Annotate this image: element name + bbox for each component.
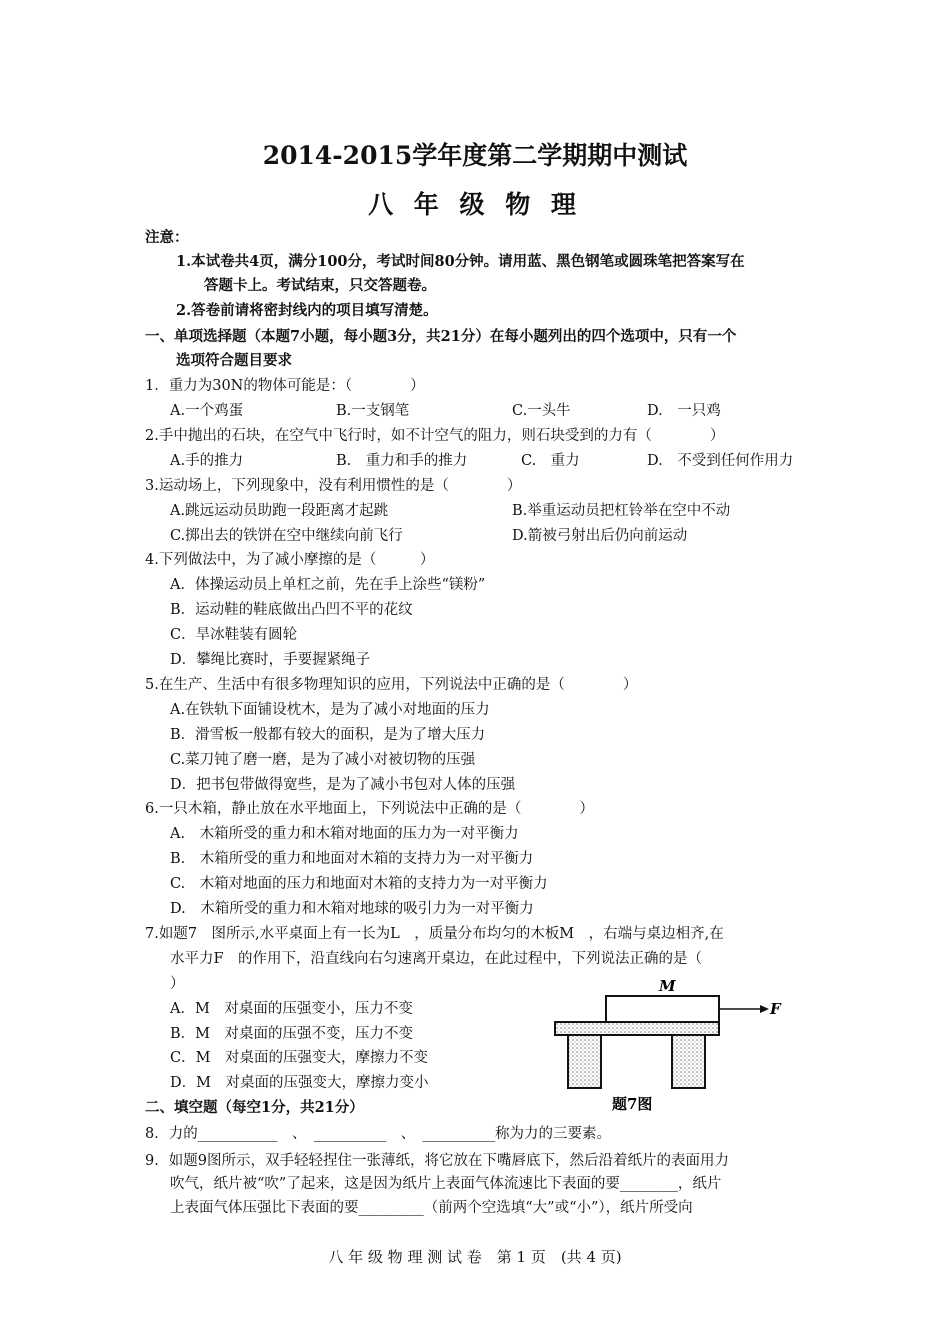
question-5-option-d: D．把书包带做得宽些，是为了减小书包对人体的压强 <box>170 777 516 793</box>
force-arrow-head <box>760 1005 769 1013</box>
question-6-option-d: D. 木箱所受的重力和木箱对地球的吸引力为一对平衡力 <box>170 901 534 917</box>
question-1-option-c: C.一头牛 <box>512 403 571 419</box>
exam-subject: 八 年 级 物 理 <box>368 190 582 219</box>
question-7-figure <box>548 975 798 1120</box>
question-7-option-d: D．M 对桌面的压强变大，摩擦力变小 <box>170 1075 429 1091</box>
section-1-heading: 一、单项选择题（本题7小题，每小题3分，共21分）在每小题列出的四个选项中，只有一个 <box>145 328 737 345</box>
section-1-heading-cont: 选项符合题目要求 <box>176 352 292 369</box>
question-1-option-d: D. 一只鸡 <box>647 403 721 419</box>
question-1-option-a: A.一个鸡蛋 <box>170 403 244 419</box>
board-m <box>606 996 719 1022</box>
page-footer: 八 年 级 物 理 测 试 卷 第 1 页 (共 4 页) <box>328 1248 622 1266</box>
question-4-option-a: A．体操运动员上单杠之前，先在手上涂些“镁粉” <box>170 577 486 593</box>
question-9-line-1: 9．如题9图所示，双手轻轻捏住一张薄纸，将它放在下嘴唇底下，然后沿着纸片的表面用力 <box>145 1153 729 1169</box>
question-6-option-b: B. 木箱所受的重力和地面对木箱的支持力为一对平衡力 <box>170 851 534 867</box>
question-8-text: 8．力的___________ 、 __________ 、 __________称为力的三要素。 <box>145 1126 611 1142</box>
question-6-option-a: A. 木箱所受的重力和木箱对地面的压力为一对平衡力 <box>170 826 519 842</box>
question-3-option-d: D.箭被弓射出后仍向前运动 <box>512 528 688 544</box>
question-5-stem: 5.在生产、生活中有很多物理知识的应用，下列说法中正确的是（ ） <box>145 677 638 693</box>
notice-item-2: 2.答卷前请将密封线内的项目填写清楚。 <box>176 302 438 319</box>
question-7-option-a: A．M 对桌面的压强变小，压力不变 <box>170 1001 413 1017</box>
figure-label-f: F <box>770 1000 781 1018</box>
question-1-stem: 1．重力为30N的物体可能是：（ ） <box>145 378 425 394</box>
table-leg-left <box>568 1035 601 1088</box>
question-2-option-b: B. 重力和手的推力 <box>336 453 468 469</box>
question-9-line-2: 吹气，纸片被“吹”了起来，这是因为纸片上表面气体流速比下表面的要________，纸片 <box>170 1176 722 1192</box>
question-2-option-d: D. 不受到任何作用力 <box>647 453 794 469</box>
question-3-option-b: B.举重运动员把杠铃举在空中不动 <box>512 503 731 519</box>
question-6-stem: 6.一只木箱，静止放在水平地面上，下列说法中正确的是（ ） <box>145 801 594 817</box>
table-leg-right <box>672 1035 705 1088</box>
figure-caption: 题7图 <box>612 1095 653 1113</box>
question-2-stem: 2.手中抛出的石块，在空气中飞行时，如不计空气的阻力，则石块受到的力有（ ） <box>145 428 725 444</box>
question-4-option-c: C．旱冰鞋装有圆轮 <box>170 627 298 643</box>
question-7-stem-end: ） <box>170 976 185 992</box>
question-7-option-b: B．M 对桌面的压强不变，压力不变 <box>170 1026 414 1042</box>
question-4-option-d: D．攀绳比赛时，手要握紧绳子 <box>170 652 371 668</box>
question-5-option-c: C.菜刀钝了磨一磨，是为了减小对被切物的压强 <box>170 752 476 768</box>
question-1-option-b: B.一支钢笔 <box>336 403 410 419</box>
question-2-option-a: A.手的推力 <box>170 453 244 469</box>
question-3-stem: 3.运动场上，下列现象中，没有利用惯性的是（ ） <box>145 478 522 494</box>
question-2-option-c: C. 重力 <box>521 453 580 469</box>
figure-label-m: M <box>659 977 676 995</box>
question-6-option-c: C. 木箱对地面的压力和地面对木箱的支持力为一对平衡力 <box>170 876 548 892</box>
table-top <box>555 1022 719 1035</box>
exam-title: 2014-2015学年度第二学期期中测试 <box>262 141 688 170</box>
question-3-option-a: A.跳远运动员助跑一段距离才起跳 <box>170 503 389 519</box>
question-7-stem: 7.如题7 图所示,水平桌面上有一长为L ，质量分布均匀的木板M ，右端与桌边相齐,在 <box>145 926 724 942</box>
question-4-option-b: B．运动鞋的鞋底做出凸凹不平的花纹 <box>170 602 413 618</box>
question-4-stem: 4.下列做法中，为了减小摩擦的是（ ） <box>145 552 435 568</box>
notice-item-1-cont: 答题卡上。考试结束，只交答题卷。 <box>204 277 436 294</box>
question-7-stem-cont: 水平力F 的作用下，沿直线向右匀速离开桌边，在此过程中，下列说法正确的是（ <box>170 951 703 967</box>
section-2-heading: 二、填空题（每空1分，共21分） <box>145 1099 364 1116</box>
question-3-option-c: C.掷出去的铁饼在空中继续向前飞行 <box>170 528 403 544</box>
question-5-option-a: A.在铁轨下面铺设枕木，是为了减小对地面的压力 <box>170 702 490 718</box>
question-9-line-3: 上表面气体压强比下表面的要_________（前两个空选填“大”或“小”），纸片所受向 <box>170 1200 693 1216</box>
notice-item-1: 1.本试卷共4页，满分100分，考试时间80分钟。请用蓝、黑色钢笔或圆珠笔把答案写在 <box>176 253 745 270</box>
notice-label: 注意： <box>145 229 189 246</box>
question-7-option-c: C．M 对桌面的压强变大，摩擦力不变 <box>170 1050 428 1066</box>
question-5-option-b: B．滑雪板一般都有较大的面积，是为了增大压力 <box>170 727 486 743</box>
